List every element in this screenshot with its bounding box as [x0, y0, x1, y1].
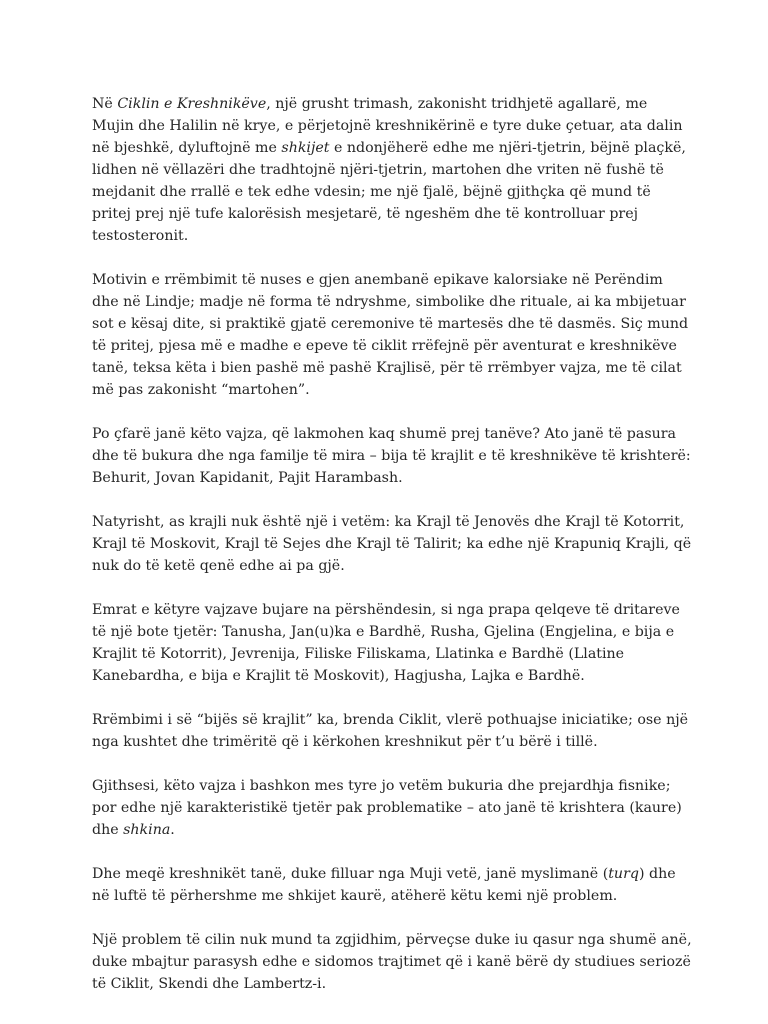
paragraph-4: Natyrisht, as krajli nuk është një i vetëm: ka Krajl të Jenovës dhe Krajl të Kotorrit, Krajl të Moskovit, Krajl të Sejes dhe Krajl të Talirit; ka edhe një Krapuniq Krajli, që nuk do të ketë qenë edhe ai pa gjë. [92, 514, 692, 574]
italic-term: shkijet [281, 140, 330, 156]
text-run: ) dhe në luftë të përhershme me shkijet kaurë, atëherë këtu kemi një problem. [92, 866, 676, 904]
text-run: . [170, 822, 175, 838]
italic-term: turq [608, 866, 639, 882]
text-run: e ndonjëherë edhe me njëri-tjetrin, bëjnë plaçkë, lidhen në vëllazëri dhe tradhtojnë njëri-tjetrin, martohen dhe vriten në fushë të mejdanit dhe rrallë e tek edhe vdesin; me një fjalë, bëjnë gjithçka që mund të pritej prej një tufe kalorësish mesjetarë, të ngeshëm dhe të kontrolluar prej testosteronit. [92, 140, 686, 244]
text-run: Dhe meqë kreshnikët tanë, duke filluar nga Muji vetë, janë myslimanë ( [92, 866, 609, 882]
text-run: Gjithsesi, këto vajza i bashkon mes tyre jo vetëm bukuria dhe prejardhja fisnike; por edhe një karakteristikë tjetër pak problematike – ato janë të krishtera (kaure) dhe [92, 778, 682, 838]
paragraph-8 [92, 863, 692, 907]
document-page [92, 93, 692, 1017]
text-run: , një grusht trimash, zakonisht tridhjetë agallarë, me Mujin dhe Halilin në krye, e përjetojnë kreshnikërinë e tyre duke çetuar, ata dalin në bjeshkë, dyluftojnë me [92, 96, 683, 156]
paragraph-9: Një problem të cilin nuk mund ta zgjidhim, përveçse duke iu qasur nga shumë anë, duke mbajtur parasysh edhe e sidomos trajtimet që i kanë bërë dy studiues seriozë të Ciklit, Skendi dhe Lambertz-i. [92, 932, 692, 992]
paragraph-1 [92, 93, 692, 247]
paragraph-7 [92, 775, 692, 841]
italic-term: Ciklin e Kreshnikëve [117, 96, 267, 112]
paragraph-5: Emrat e këtyre vajzave bujare na përshëndesin, si nga prapa qelqeve të dritareve të një bote tjetër: Tanusha, Jan(u)ka e Bardhë, Rusha, Gjelina (Engjelina, e bija e Krajlit të Kotorrit), Jevrenija, Filiske Filiskama, Llatinka e Bardhë (Llatine Kanebardha, e bija e Krajlit të Moskovit), Hagjusha, Lajka e Bardhë. [92, 602, 680, 684]
paragraph-2: Motivin e rrëmbimit të nuses e gjen anembanë epikave kalorsiake në Perëndim dhe në Lindje; madje në forma të ndryshme, simbolike dhe rituale, ai ka mbijetuar sot e kësaj dite, si praktikë gjatë ceremonive të martesës dhe të dasmës. Siç mund të pritej, pjesa më e madhe e epeve të ciklit rrëfejnë për aventurat e kreshnikëve tanë, teksa këta i bien pashë më pashë Krajlisë, për të rrëmbyer vajza, me të cilat më pas zakonisht “martohen”. [92, 272, 689, 398]
text-run: Në [92, 96, 118, 112]
paragraph-6: Rrëmbimi i së “bijës së krajlit” ka, brenda Ciklit, vlerë pothuajse iniciatike; ose një nga kushtet dhe trimëritë që i kërkohen kreshnikut për t’u bërë i tillë. [92, 712, 689, 750]
paragraph-3: Po çfarë janë këto vajza, që lakmohen kaq shumë prej tanëve? Ato janë të pasura dhe të bukura dhe nga familje të mira – bija të krajlit e të kreshnikëve të krishterë: Behurit, Jovan Kapidanit, Pajit Harambash. [92, 426, 691, 486]
italic-term: shkina [123, 822, 171, 838]
